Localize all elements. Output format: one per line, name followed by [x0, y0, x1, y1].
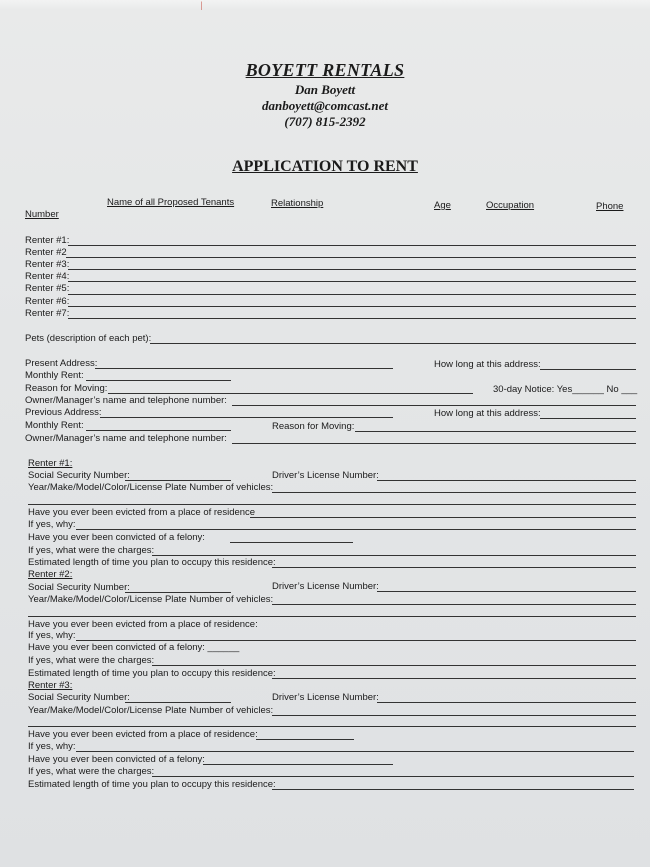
renter2-ssn-line[interactable] [125, 592, 231, 593]
renter3-ssn-line[interactable] [125, 702, 231, 703]
renter2-felony-label: Have you ever been convicted of a felony: ______ [28, 642, 240, 653]
renter-label-4: Renter #4: [25, 271, 70, 282]
renter-row-line-6[interactable] [68, 306, 636, 307]
pets-label: Pets (description of each pet): [25, 333, 152, 344]
renter1-dl-line[interactable] [377, 480, 636, 481]
renter3-evicted-line[interactable] [256, 739, 354, 740]
how-long-label-2: How long at this address: [434, 408, 541, 419]
how-long-line-1[interactable] [540, 369, 636, 370]
reason-moving-label-1: Reason for Moving: [25, 383, 108, 394]
renter3-why-line[interactable] [76, 751, 634, 752]
header-occupation: Occupation [486, 200, 535, 211]
renter3-dl-line[interactable] [377, 702, 636, 703]
monthly-rent-label-1: Monthly Rent: [25, 370, 84, 381]
renter2-length-label: Estimated length of time you plan to occupy this residence: [28, 668, 276, 679]
renter3-felony-line[interactable] [203, 764, 393, 765]
reason-moving-line-1[interactable] [108, 393, 473, 394]
renter1-vehicles-line[interactable] [272, 492, 636, 493]
renter2-charges-label: If yes, what were the charges: [28, 655, 155, 666]
renter-row-line-3[interactable] [68, 269, 636, 270]
renter1-why-label: If yes, why: [28, 519, 76, 530]
renter1-ssn-line[interactable] [125, 480, 231, 481]
renter3-vehicles-line[interactable] [272, 715, 636, 716]
renter2-vehicles-label: Year/Make/Model/Color/License Plate Number of vehicles: [28, 594, 274, 605]
renter3-length-label: Estimated length of time you plan to occupy this residence: [28, 779, 276, 790]
renter-label-6: Renter #6: [25, 296, 70, 307]
renter1-charges-label: If yes, what were the charges: [28, 545, 155, 556]
renter-row-line-1[interactable] [68, 245, 636, 246]
header-number: Number [25, 209, 59, 220]
header-phone: Phone [596, 201, 624, 212]
owner-manager-label-1: Owner/Manager’s name and telephone number: [25, 395, 227, 406]
renter1-felony-label: Have you ever been convicted of a felony: [28, 532, 205, 543]
renter1-charges-line[interactable] [152, 555, 636, 556]
renter1-vehicles-label: Year/Make/Model/Color/License Plate Number of vehicles: [28, 482, 274, 493]
renter2-ssn-label: Social Security Number: [28, 582, 130, 593]
renter3-charges-line[interactable] [152, 776, 634, 777]
renter3-charges-label: If yes, what were the charges: [28, 766, 155, 777]
renter-label-7: Renter #7: [25, 308, 70, 319]
renter3-evicted-label: Have you ever been evicted from a place of residence: [28, 729, 258, 740]
renter3-dl-label: Driver’s License Number: [272, 692, 379, 703]
renter2-why-label: If yes, why: [28, 630, 76, 641]
present-address-label: Present Address: [25, 358, 98, 369]
renter-label-2: Renter #2 [25, 247, 67, 258]
renter1-length-line[interactable] [272, 567, 636, 568]
owner-name: Dan Boyett [294, 82, 356, 97]
header-age: Age [434, 200, 451, 211]
renter3-felony-label: Have you ever been convicted of a felony: [28, 754, 205, 765]
monthly-rent-label-2: Monthly Rent: [25, 420, 84, 431]
header-relationship: Relationship [271, 198, 324, 209]
renter2-dl-label: Driver’s License Number: [272, 581, 379, 592]
page-top-edge [0, 0, 650, 10]
renter2-dl-line[interactable] [377, 591, 636, 592]
renter1-title: Renter #1: [28, 458, 73, 469]
renter-row-line-5[interactable] [68, 294, 636, 295]
renter-label-1: Renter #1: [25, 235, 70, 246]
renter1-vehicles-line-2[interactable] [28, 504, 636, 505]
renter3-title: Renter #3: [28, 680, 73, 691]
renter1-felony-line[interactable] [230, 542, 353, 543]
renter2-vehicles-line[interactable] [272, 604, 636, 605]
renter1-length-label: Estimated length of time you plan to occupy this residence: [28, 557, 276, 568]
renter1-evicted-label: Have you ever been evicted from a place of residence [28, 507, 256, 518]
renter2-vehicles-line-2[interactable] [28, 616, 636, 617]
renter1-ssn-label: Social Security Number: [28, 470, 130, 481]
renter2-length-line[interactable] [272, 678, 636, 679]
reason-moving-label-2: Reason for Moving: [272, 421, 355, 432]
renter3-why-label: If yes, why: [28, 741, 76, 752]
renter-label-5: Renter #5: [25, 283, 70, 294]
present-address-line[interactable] [95, 368, 393, 369]
renter1-why-line[interactable] [76, 529, 636, 530]
owner-email: danboyett@comcast.net [262, 98, 388, 113]
owner-phone: (707) 815-2392 [284, 114, 366, 129]
renter3-vehicles-line-2[interactable] [28, 726, 636, 727]
renter2-evicted-label: Have you ever been evicted from a place of residence: [28, 619, 258, 630]
how-long-label-1: How long at this address: [434, 359, 541, 370]
renter3-length-line[interactable] [272, 789, 634, 790]
owner-manager-line-2[interactable] [232, 443, 636, 444]
owner-manager-line-1[interactable] [232, 405, 636, 406]
company-name: BOYETT RENTALS [245, 60, 405, 80]
renter2-why-line[interactable] [76, 640, 636, 641]
reason-moving-line-2[interactable] [355, 431, 636, 432]
renter3-vehicles-label: Year/Make/Model/Color/License Plate Number of vehicles: [28, 705, 274, 716]
renter-row-line-2[interactable] [66, 257, 636, 258]
renter2-title: Renter #2: [28, 569, 73, 580]
renter2-charges-line[interactable] [152, 665, 636, 666]
previous-address-label: Previous Address: [25, 407, 102, 418]
renter-label-3: Renter #3: [25, 259, 70, 270]
header-names: Name of all Proposed Tenants [107, 197, 235, 208]
previous-address-line[interactable] [100, 417, 393, 418]
renter1-dl-label: Driver’s License Number: [272, 470, 379, 481]
renter-row-line-7[interactable] [68, 318, 636, 319]
form-title: APPLICATION TO RENT [232, 158, 418, 175]
pets-line[interactable] [150, 343, 636, 344]
renter1-evicted-line[interactable] [250, 517, 636, 518]
owner-manager-label-2: Owner/Manager’s name and telephone number: [25, 433, 227, 444]
how-long-line-2[interactable] [540, 418, 636, 419]
monthly-rent-line-2[interactable] [86, 430, 231, 431]
renter-row-line-4[interactable] [68, 281, 636, 282]
handwriting-mark: | [200, 0, 203, 10]
renter3-ssn-label: Social Security Number: [28, 692, 130, 703]
monthly-rent-line-1[interactable] [86, 380, 231, 381]
notice-label: 30-day Notice: Yes______ No ___ [493, 384, 638, 395]
